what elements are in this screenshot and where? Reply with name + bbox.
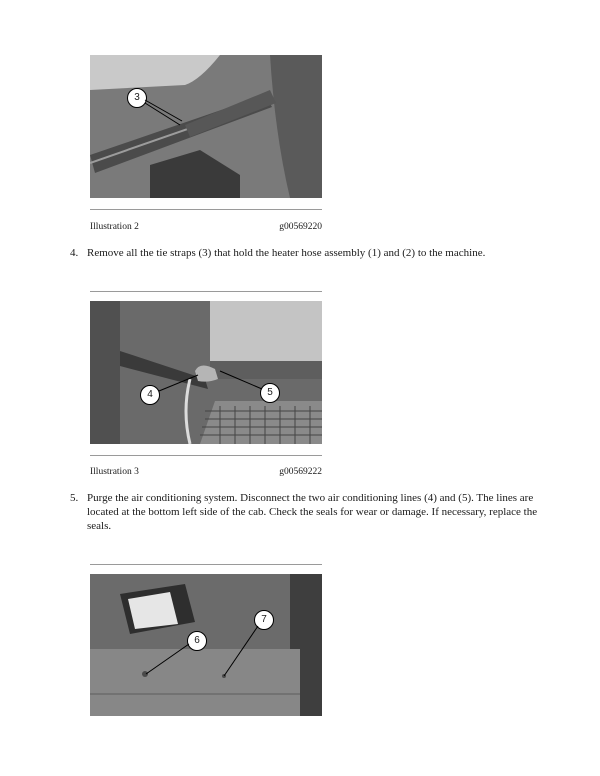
step-5-text: Purge the air conditioning system. Disconnect the two air conditioning lines (4) and (5). The lines are located at the bottom left side of the cab. Check the seals for wear or damage. If necessary, replace the seals. bbox=[87, 492, 538, 532]
illustration-2-code: g00569220 bbox=[279, 222, 322, 232]
figure-1-caption bbox=[90, 222, 322, 232]
callout-3: 3 bbox=[127, 88, 147, 108]
illustration-3-label: Illustration 3 bbox=[90, 467, 139, 477]
step-4-number: 4. bbox=[70, 247, 79, 259]
figure-2-rule bbox=[90, 455, 322, 456]
callout-7: 7 bbox=[254, 610, 274, 630]
figure-1-rule bbox=[90, 209, 322, 210]
step-4 bbox=[70, 246, 540, 260]
illustration-3-code: g00569222 bbox=[279, 467, 322, 477]
leader-lines-6-7 bbox=[90, 574, 322, 716]
illustration-3-photo bbox=[90, 301, 322, 444]
leader-lines-4-5 bbox=[90, 301, 322, 444]
step-5 bbox=[70, 491, 540, 533]
figure-3-top-rule bbox=[90, 564, 322, 565]
illustration-4-photo bbox=[90, 574, 322, 716]
step-4-text: Remove all the tie straps (3) that hold the heater hose assembly (1) and (2) to the machine. bbox=[87, 247, 486, 259]
step-5-number: 5. bbox=[70, 492, 79, 504]
leader-line-3 bbox=[90, 55, 322, 198]
callout-5: 5 bbox=[260, 383, 280, 403]
figure-2-top-rule bbox=[90, 291, 322, 292]
callout-4: 4 bbox=[140, 385, 160, 405]
illustration-2-label: Illustration 2 bbox=[90, 222, 139, 232]
callout-6: 6 bbox=[187, 631, 207, 651]
illustration-2-photo bbox=[90, 55, 322, 198]
figure-2-caption bbox=[90, 467, 322, 477]
